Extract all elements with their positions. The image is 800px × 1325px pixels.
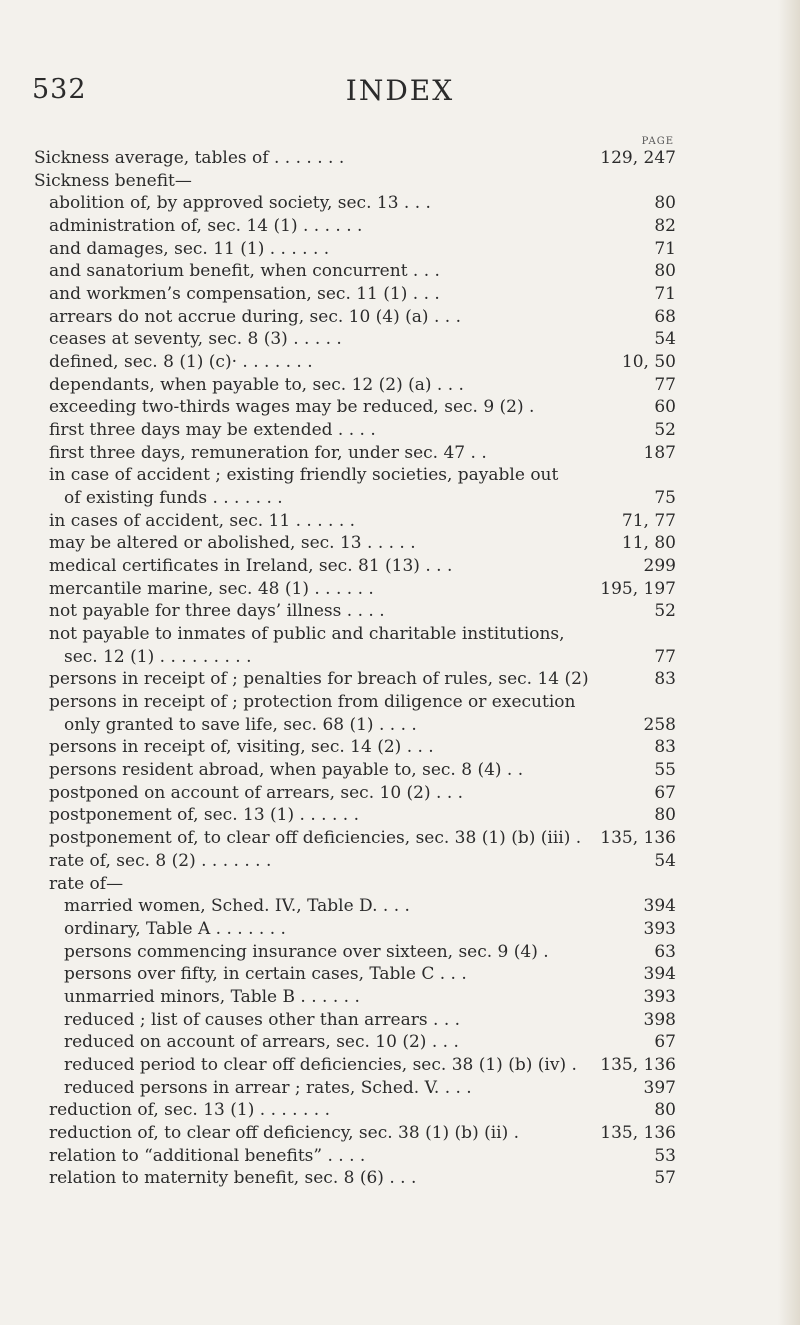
index-entry xyxy=(34,260,676,283)
index-entry-text: reduced on account of arrears, sec. 10 (2) . . . xyxy=(64,1032,459,1053)
index-entry xyxy=(34,396,676,419)
index-entry-text: ceases at seventy, sec. 8 (3) . . . . . xyxy=(49,329,342,350)
index-entry xyxy=(34,306,676,329)
index-entry xyxy=(34,1054,676,1077)
index-entry-text: defined, sec. 8 (1) (c)· . . . . . . . xyxy=(49,352,313,373)
running-head-title: INDEX xyxy=(345,74,455,107)
index-entry-text: postponed on account of arrears, sec. 10 (2) . . . xyxy=(49,782,464,803)
index-entry-text: mercantile marine, sec. 48 (1) . . . . . . xyxy=(49,578,374,599)
index-entry-text: reduction of, sec. 13 (1) . . . . . . . xyxy=(49,1100,331,1121)
index-entry-page: 135, 136 xyxy=(600,1054,676,1075)
index-entry xyxy=(34,238,676,261)
index-entry-text: relation to “additional benefits” . . . . xyxy=(49,1145,366,1166)
index-entry-text: persons commencing insurance over sixteen, sec. 9 (4) . xyxy=(64,941,549,962)
index-entry-page: 54 xyxy=(654,850,676,871)
index-entry-text: ordinary, Table A . . . . . . . xyxy=(64,918,286,939)
index-entry-page: 393 xyxy=(643,986,676,1007)
index-entry xyxy=(34,215,676,238)
index-entry xyxy=(34,804,676,827)
index-entry xyxy=(34,736,676,759)
index-entry-page: 75 xyxy=(654,488,676,509)
index-entry-text: persons in receipt of ; penalties for breach of rules, sec. 14 (2) xyxy=(49,669,589,690)
index-entry xyxy=(34,986,676,1009)
index-entry-text: persons in receipt of ; protection from diligence or execution xyxy=(49,692,576,713)
index-entries xyxy=(34,147,676,1190)
index-entry-text: sec. 12 (1) . . . . . . . . . xyxy=(64,646,252,667)
index-entry-page: 80 xyxy=(654,1100,676,1121)
index-entry-text: and sanatorium benefit, when concurrent . . . xyxy=(49,261,440,282)
index-entry-text: and damages, sec. 11 (1) . . . . . . xyxy=(49,238,330,259)
index-entry xyxy=(34,1077,676,1100)
page-number: 532 xyxy=(32,74,87,105)
index-entry-page: 80 xyxy=(654,193,676,214)
index-entry-page: 129, 247 xyxy=(600,148,676,168)
index-entry-text: reduction of, to clear off deficiency, sec. 38 (1) (b) (ii) . xyxy=(49,1122,520,1143)
index-entry xyxy=(34,532,676,555)
index-entry-text: postponement of, sec. 13 (1) . . . . . . xyxy=(49,805,359,826)
index-entry xyxy=(34,963,676,986)
index-entry xyxy=(34,170,676,193)
index-entry xyxy=(34,1145,676,1168)
index-entry xyxy=(34,827,676,850)
index-entry xyxy=(34,600,676,623)
index-entry-page: 258 xyxy=(643,714,676,735)
index-entry-page: 60 xyxy=(654,397,676,418)
index-entry-text: relation to maternity benefit, sec. 8 (6) . . . xyxy=(49,1168,417,1189)
index-entry xyxy=(34,873,676,896)
index-entry-text: persons over fifty, in certain cases, Table C . . . xyxy=(64,964,467,985)
index-entry-page: 80 xyxy=(654,805,676,826)
index-entry-page: 63 xyxy=(654,941,676,962)
index-entry-text: and workmen’s compensation, sec. 11 (1) . . . xyxy=(49,284,440,305)
index-entry-text: Sickness benefit— xyxy=(34,170,192,191)
index-entry-page: 54 xyxy=(654,329,676,350)
index-entry xyxy=(34,850,676,873)
index-entry-text: persons resident abroad, when payable to, sec. 8 (4) . . xyxy=(49,760,524,781)
index-entry-page: 71 xyxy=(654,284,676,305)
index-entry-text: abolition of, by approved society, sec. 13 . . . xyxy=(49,193,431,214)
index-entry-text: postponement of, to clear off deficiencies, sec. 38 (1) (b) (iii) . xyxy=(49,828,582,849)
index-entry-page: 82 xyxy=(654,216,676,237)
index-entry-page: 397 xyxy=(643,1077,676,1098)
index-entry xyxy=(34,147,676,170)
index-entry xyxy=(34,759,676,782)
index-entry xyxy=(34,283,676,306)
index-entry-text: rate of— xyxy=(49,873,124,894)
index-entry-page: 67 xyxy=(654,782,676,803)
index-entry xyxy=(34,782,676,805)
index-entry-text: administration of, sec. 14 (1) . . . . . . xyxy=(49,216,363,237)
index-entry-text: only granted to save life, sec. 68 (1) . . . . xyxy=(64,714,417,735)
page-column-label: PAGE xyxy=(641,136,674,147)
index-entry-text: not payable to inmates of public and charitable institutions, xyxy=(49,624,565,645)
index-entry xyxy=(34,668,676,691)
index-entry xyxy=(34,918,676,941)
index-entry xyxy=(34,578,676,601)
index-entry-page: 135, 136 xyxy=(600,828,676,849)
index-entry-page: 67 xyxy=(654,1032,676,1053)
index-entry-page: 11, 80 xyxy=(621,533,676,554)
page-header xyxy=(30,74,770,114)
index-entry-page: 52 xyxy=(654,601,676,622)
index-entry xyxy=(34,1167,676,1190)
index-entry xyxy=(34,464,676,487)
index-entry xyxy=(34,442,676,465)
index-entry-text: Sickness average, tables of . . . . . . . xyxy=(34,148,345,168)
index-entry-text: medical certificates in Ireland, sec. 81 (13) . . . xyxy=(49,556,453,577)
index-entry-page: 77 xyxy=(654,646,676,667)
index-entry-page: 68 xyxy=(654,306,676,327)
index-entry-text: of existing funds . . . . . . . xyxy=(64,488,283,509)
index-entry xyxy=(34,1099,676,1122)
index-entry xyxy=(34,419,676,442)
index-entry-page: 83 xyxy=(654,669,676,690)
index-entry-page: 71 xyxy=(654,238,676,259)
index-entry-page: 135, 136 xyxy=(600,1122,676,1143)
index-entry-page: 10, 50 xyxy=(621,352,676,373)
index-entry-text: reduced persons in arrear ; rates, Sched. V. . . . xyxy=(64,1077,472,1098)
index-entry xyxy=(34,1009,676,1032)
index-entry-page: 53 xyxy=(654,1145,676,1166)
index-entry xyxy=(34,555,676,578)
index-entry-page: 299 xyxy=(643,556,676,577)
index-entry xyxy=(34,1122,676,1145)
index-entry-page: 52 xyxy=(654,420,676,441)
index-entry xyxy=(34,714,676,737)
index-entry xyxy=(34,691,676,714)
index-entry-page: 71, 77 xyxy=(621,510,676,531)
index-entry-text: reduced ; list of causes other than arrears . . . xyxy=(64,1009,461,1030)
index-entry xyxy=(34,328,676,351)
index-entry xyxy=(34,192,676,215)
index-entry-text: first three days may be extended . . . . xyxy=(49,420,376,441)
index-entry-text: in case of accident ; existing friendly societies, payable out xyxy=(49,465,559,486)
index-entry xyxy=(34,941,676,964)
index-entry-page: 398 xyxy=(643,1009,676,1030)
index-entry-text: unmarried minors, Table B . . . . . . xyxy=(64,986,360,1007)
index-entry-text: may be altered or abolished, sec. 13 . . . . . xyxy=(49,533,416,554)
index-entry xyxy=(34,895,676,918)
index-entry xyxy=(34,1031,676,1054)
index-entry-page: 394 xyxy=(643,896,676,917)
index-entry-page: 394 xyxy=(643,964,676,985)
index-entry-text: rate of, sec. 8 (2) . . . . . . . xyxy=(49,850,272,871)
index-entry-text: arrears do not accrue during, sec. 10 (4) (a) . . . xyxy=(49,306,461,327)
index-entry-text: in cases of accident, sec. 11 . . . . . . xyxy=(49,510,356,531)
index-entry xyxy=(34,646,676,669)
index-entry-text: first three days, remuneration for, under sec. 47 . . xyxy=(49,442,487,463)
index-entry-text: persons in receipt of, visiting, sec. 14 (2) . . . xyxy=(49,737,434,758)
index-entry xyxy=(34,510,676,533)
page-edge-shading xyxy=(778,0,800,1325)
index-entry-page: 393 xyxy=(643,918,676,939)
index-entry-page: 77 xyxy=(654,374,676,395)
index-entry-text: not payable for three days’ illness . . . . xyxy=(49,601,385,622)
index-entry-text: reduced period to clear off deficiencies, sec. 38 (1) (b) (iv) . xyxy=(64,1054,577,1075)
index-entry-page: 187 xyxy=(643,442,676,463)
index-entry-page: 55 xyxy=(654,760,676,781)
index-entry xyxy=(34,487,676,510)
index-entry-page: 195, 197 xyxy=(600,578,676,599)
index-entry-page: 83 xyxy=(654,737,676,758)
index-entry-text: married women, Sched. IV., Table D. . . . xyxy=(64,896,410,917)
index-entry-text: dependants, when payable to, sec. 12 (2) (a) . . . xyxy=(49,374,464,395)
index-entry xyxy=(34,374,676,397)
index-entry xyxy=(34,623,676,646)
index-entry-text: exceeding two-thirds wages may be reduced, sec. 9 (2) . xyxy=(49,397,535,418)
index-entry xyxy=(34,351,676,374)
index-entry-page: 57 xyxy=(654,1168,676,1189)
index-entry-page: 80 xyxy=(654,261,676,282)
